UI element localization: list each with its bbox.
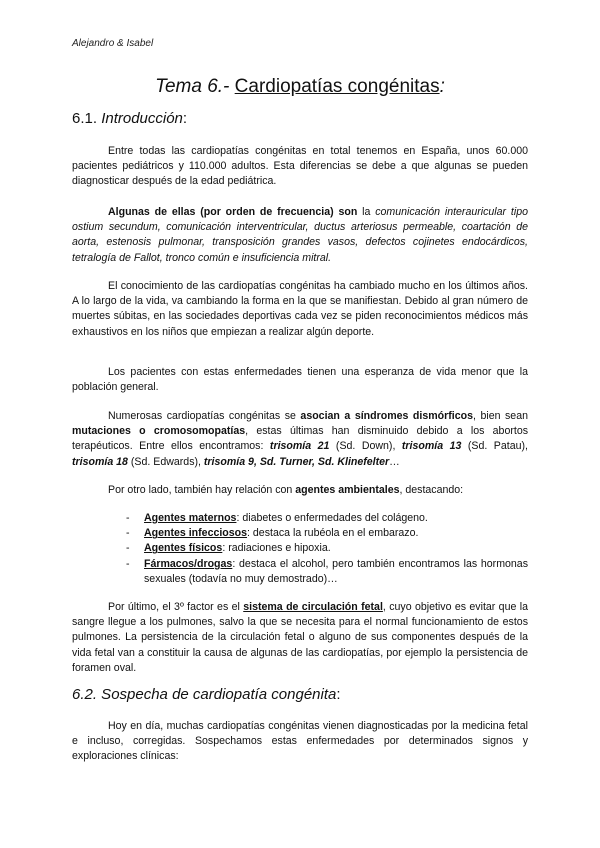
section-number: 6.1. <box>72 110 102 127</box>
section-title: Introducción <box>101 110 183 127</box>
syndromes-text-2: , bien sean <box>472 410 528 422</box>
syndromes-text-1: Numerosas cardiopatías congénitas se <box>108 410 301 422</box>
list-item-label: Agentes infecciosos <box>144 527 248 540</box>
list-item-text: : destaca la rubéola en el embarazo. <box>247 527 419 540</box>
paragraph-fetal-circulation <box>72 600 528 676</box>
trisomy-18: trisomía 18 <box>72 455 128 468</box>
section-title: 6.2. Sospecha de cardiopatía congénita <box>72 686 337 703</box>
syndromes-text-3: , estas últimas han disminuido debido a los abortos terapéuticos. Entre ellos encontramos: <box>72 425 529 453</box>
trisomy-21: trisomía 21 <box>269 440 330 453</box>
list-item-label: Fármacos/drogas <box>144 557 233 570</box>
list-item <box>126 541 528 556</box>
agents-list <box>126 511 528 587</box>
list-item <box>126 557 528 587</box>
environmental-text-1: Por otro lado, también hay relación con <box>108 484 296 496</box>
dash-bullet: - <box>126 512 130 524</box>
document-title <box>0 76 600 98</box>
trisomy-13: trisomía 13 <box>401 440 462 453</box>
section-colon: : <box>336 686 341 703</box>
syndromes-ellipsis: … <box>389 455 400 468</box>
trisomy-9-turner-klinefelter: trisomía 9, Sd. Turner, Sd. Klinefelter <box>203 455 390 468</box>
title-suffix: : <box>439 76 445 97</box>
list-item-text: : destaca el alcohol, pero también encontramos las hormonas sexuales (todavía no muy demostrado)… <box>144 557 528 585</box>
list-item-label: Agentes maternos <box>144 512 237 524</box>
environmental-bold: agentes ambientales <box>295 484 400 496</box>
title-prefix: Tema 6.- <box>155 76 235 97</box>
page-header: Alejandro & Isabel <box>72 38 154 49</box>
paragraph-knowledge: El conocimiento de las cardiopatías congénitas ha cambiado mucho en los últimos años. A lo largo de la vida, va cambiando la forma en la que se manifiestan. Debido al gran número de muertes súbitas, en las sociedades deportivas cada vez se piden reconocimientos médicos más exhaustivos en los niños que empiezan a realizar algún deporte. <box>72 280 528 338</box>
paragraph-intro: Entre todas las cardiopatías congénitas en total tenemos en España, unos 60.000 pacientes pediátricos y 110.000 adultos. Esta diferencias se debe a que algunas se pueden diagnosticar después de la edad pediátrica. <box>72 145 528 188</box>
paragraph-syndromes <box>72 409 528 470</box>
syndromes-text-5: (Sd. Patau), <box>461 440 528 453</box>
list-item-text: : diabetes o enfermedades del colágeno. <box>236 512 428 524</box>
fetal-text-2: , cuyo objetivo es evitar que la sangre llegue a los pulmones, salvo la que se necesita para el normal funcionamiento de estos pulmones. La persistencia de la circulación fetal o alguno de sus componentes después de la vida fetal van a constituir la causa de algunas de las cardiopatías, por ejemplo la persistencia de foramen oval. <box>72 601 528 674</box>
section-heading-sospecha <box>72 686 341 703</box>
frequency-connector: la <box>357 206 376 218</box>
paragraph-frequency <box>72 205 528 266</box>
fetal-circulation-term: sistema de circulación fetal <box>243 601 383 613</box>
list-item-label: Agentes físicos <box>144 542 223 555</box>
syndromes-text-6: (Sd. Edwards), <box>127 455 204 468</box>
syndromes-text-4: (Sd. Down), <box>329 440 402 453</box>
dash-bullet: - <box>126 542 130 555</box>
dash-bullet: - <box>126 527 130 540</box>
paragraph-life-expectancy: Los pacientes con estas enfermedades tienen una esperanza de vida menor que la población general. <box>72 366 528 394</box>
title-main: Cardiopatías congénitas <box>234 76 440 97</box>
dash-bullet: - <box>126 557 130 570</box>
paragraph-suspicion: Hoy en día, muchas cardiopatías congénitas vienen diagnosticadas por la medicina fetal e incluso, corregidas. Sospechamos estas enfermedades por determinados signos y exploraciones clínicas: <box>72 720 528 763</box>
environmental-text-2: , destacando: <box>399 484 464 496</box>
section-colon: : <box>182 110 188 127</box>
paragraph-environmental <box>72 483 528 498</box>
list-item-text: : radiaciones e hipoxia. <box>222 542 331 555</box>
list-item <box>126 511 528 526</box>
section-heading-introduccion <box>72 110 187 127</box>
fetal-text-1: Por último, el 3º factor es el <box>108 601 244 613</box>
list-item <box>126 526 528 541</box>
frequency-lead: Algunas de ellas (por orden de frecuencia) son <box>108 206 358 218</box>
syndromes-bold-1: asocian a síndromes dismórficos <box>300 410 473 422</box>
syndromes-bold-2: mutaciones o cromosomopatías <box>72 425 246 438</box>
frequency-list: comunicación interauricular tipo ostium secundum, comunicación interventricular, ductus arteriosus permeable, coartación de aorta, estenosis pulmonar, transposición grandes vasos, defectos cojinetes endocárdicos, tetralogía de Fallot, tronco común e insuficiencia mitral. <box>72 206 528 264</box>
